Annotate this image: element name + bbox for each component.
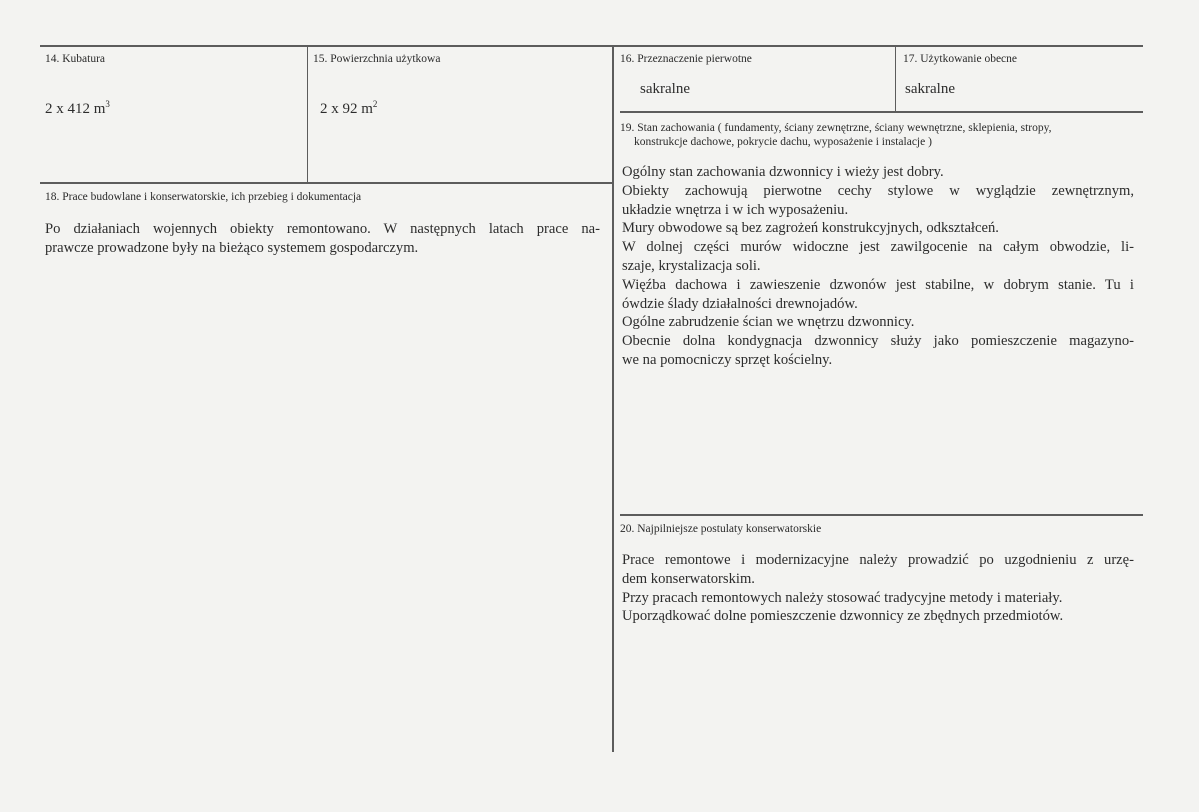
kubatura-value [45, 95, 295, 119]
uzytkowanie-label: 17. Użytkowanie obecne [903, 53, 1018, 65]
postulaty-text [622, 551, 1134, 626]
divider-16-17 [895, 46, 896, 112]
postulaty-line: Przy pracach remontowych należy stosować tradycyjne metody i materiały. [622, 589, 1063, 606]
stan-zachowania-line: ówdzie ślady działalności drewnojadów. [622, 295, 858, 312]
postulaty-label: 20. Najpilniejsze postulaty konserwatorskie [620, 523, 822, 535]
prace-budowlane-text [45, 220, 600, 258]
stan-zachowania-line: szaje, krystalizacja soli. [622, 257, 761, 274]
main-vertical-divider [612, 46, 614, 752]
stan-zachowania-line: Ogólne zabrudzenie ścian we wnętrzu dzwonnicy. [622, 314, 915, 331]
divider-14-15 [307, 46, 308, 182]
powierzchnia-label: 15. Powierzchnia użytkowa [313, 53, 441, 65]
postulaty-line: dem konserwatorskim. [622, 570, 755, 587]
powierzchnia-value [320, 95, 600, 119]
prace-budowlane-line: prawcze prowadzone były na bieżąco systemem gospodarczym. [45, 240, 419, 256]
stan-zachowania-label-line: 19. Stan zachowania ( fundamenty, ściany zewnętrzne, ściany wewnętrzne, sklepienia, stropy, [620, 122, 1052, 134]
rule-above-20 [620, 514, 1143, 516]
postulaty-line: Uporządkować dolne pomieszczenie dzwonnicy ze zbędnych przedmiotów. [622, 608, 1064, 625]
stan-zachowania-text [622, 163, 1134, 370]
uzytkowanie-value: sakralne [905, 81, 955, 97]
rule-under-16-17 [620, 111, 1143, 113]
stan-zachowania-line: Więźba dachowa i zawieszenie dzwonów jest stabilne, w dobrym stanie. Tu i [622, 276, 1134, 293]
stan-zachowania-label [620, 121, 1143, 149]
kubatura-value-text: 2 x 412 m [45, 101, 106, 117]
powierzchnia-value-text: 2 x 92 m [320, 101, 373, 117]
powierzchnia-unit-exponent: 2 [372, 99, 378, 109]
stan-zachowania-line: W dolnej części murów widoczne jest zawilgocenie na całym obwodzie, li- [622, 239, 1134, 256]
kubatura-label: 14. Kubatura [45, 53, 106, 65]
postulaty-line: Prace remontowe i modernizacyjne należy prowadzić po uzgodnieniu z urzę- [622, 552, 1134, 568]
rule-above-18 [40, 182, 613, 184]
stan-zachowania-line: we na pomocniczy sprzęt kościelny. [622, 351, 833, 368]
stan-zachowania-line: Ogólny stan zachowania dzwonnicy i wieży jest dobry. [622, 164, 944, 180]
stan-zachowania-line: Obiekty zachowują pierwotne cechy stylowe w wyglądzie zewnętrznym, [622, 182, 1134, 199]
top-rule [40, 45, 1143, 47]
przeznaczenie-value: sakralne [640, 81, 690, 97]
stan-zachowania-label-line: konstrukcje dachowe, pokrycie dachu, wyposażenie i instalacje ) [634, 136, 932, 148]
kubatura-unit-exponent: 3 [105, 99, 110, 109]
stan-zachowania-line: układzie wnętrza i w ich wyposażeniu. [622, 201, 849, 218]
prace-budowlane-label: 18. Prace budowlane i konserwatorskie, ich przebieg i dokumentacja [45, 191, 362, 203]
prace-budowlane-line: Po działaniach wojennych obiekty remontowano. W następnych latach prace na- [45, 221, 600, 237]
stan-zachowania-line: Mury obwodowe są bez zagrożeń konstrukcyjnych, odkształceń. [622, 220, 999, 237]
stan-zachowania-line: Obecnie dolna kondygnacja dzwonnicy służy jako pomieszczenie magazyno- [622, 333, 1134, 350]
przeznaczenie-label: 16. Przeznaczenie pierwotne [620, 53, 752, 65]
